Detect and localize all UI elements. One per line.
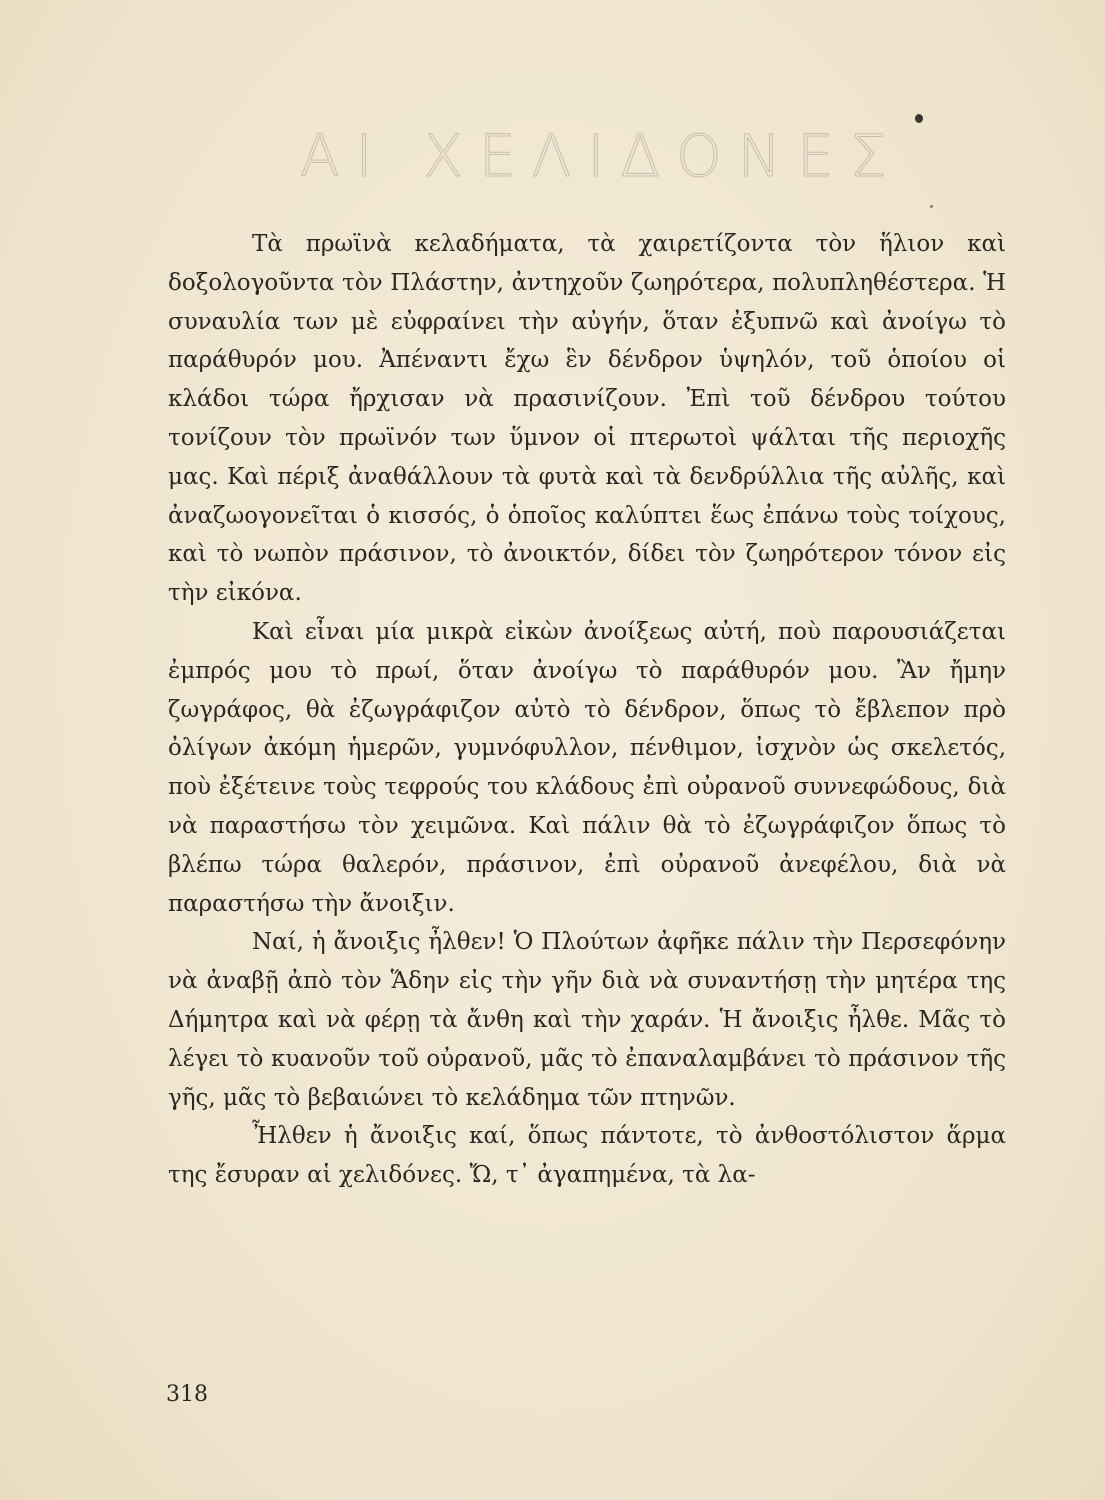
paragraph-1: Τὰ πρωϊνὰ κελαδήματα, τὰ χαιρετίζοντα τὸν ἥλιον καὶ δοξολογοῦντα τὸν Πλάστην, ἀντηχοῦν ζωηρότερα, πολυπληθέστερα. Ἡ συναυλία των μὲ εὐφραίνει τὴν αὐγήν, ὅταν ἐξυπνῶ καὶ ἀνοίγω τὸ παράθυρόν μου. Ἀπέναντι ἔχω ἓν δένδρον ὑψηλόν, τοῦ ὁποίου οἱ κλάδοι τώρα ἤρχισαν νὰ πρασινίζουν. Ἐπὶ τοῦ δένδρου τούτου τονίζουν τὸν πρωϊνόν των ὕμνον οἱ πτερωτοὶ ψάλται τῆς περιοχῆς μας. Καὶ πέριξ ἀναθάλλουν τὰ φυτὰ καὶ τὰ δενδρύλλια τῆς αὐλῆς, καὶ ἀναζωογονεῖται ὁ κισσός, ὁ ὁποῖος καλύπτει ἕως ἐπάνω τοὺς τοίχους, καὶ τὸ νωπὸν πράσινον, τὸ ἀνοικτόν, δίδει τὸν ζωηρότερον τόνον εἰς τὴν εἰκόνα. <box>168 231 1006 607</box>
body-text <box>168 225 1006 1195</box>
ink-speck <box>915 114 923 123</box>
page-number: 318 <box>166 1382 208 1407</box>
paragraph-2: Καὶ εἶναι μία μικρὰ εἰκὼν ἀνοίξεως αὐτή, ποὺ παρουσιάζεται ἐμπρός μου τὸ πρωί, ὅταν ἀνοίγω τὸ παράθυρόν μου. Ἂν ἤμην ζωγράφος, θὰ ἐζωγράφιζον αὐτὸ τὸ δένδρον, ὅπως τὸ ἔβλεπον πρὸ ὀλίγων ἀκόμη ἡμερῶν, γυμνόφυλλον, πένθιμον, ἰσχνὸν ὡς σκελετός, ποὺ ἐξέτεινε τοὺς τεφρούς του κλάδους ἐπὶ οὐρανοῦ συννεφώδους, διὰ νὰ παραστήσω τὸν χειμῶνα. Καὶ πάλιν θὰ τὸ ἐζωγράφιζον ὅπως τὸ βλέπω τώρα θαλερόν, πράσινον, ἐπὶ οὐρανοῦ ἀνεφέλου, διὰ νὰ παραστήσω τὴν ἄνοιξιν. <box>168 618 1006 917</box>
paragraph-4: Ἦλθεν ἡ ἄνοιξις καί, ὅπως πάντοτε, τὸ ἀνθοστόλιστον ἅρμα της ἔσυραν αἱ χελιδόνες. Ὤ, τ᾽ ἀγαπημένα, τὰ λα- <box>168 1123 1006 1189</box>
ink-speck <box>930 205 933 208</box>
paragraph-3: Ναί, ἡ ἄνοιξις ἦλθεν! Ὁ Πλούτων ἀφῆκε πάλιν τὴν Περσεφόνην νὰ ἀναβῇ ἀπὸ τὸν Ἅδην εἰς τὴν γῆν διὰ νὰ συναντήσῃ τὴν μητέρα της Δήμητρα καὶ νὰ φέρῃ τὰ ἄνθη καὶ τὴν χαράν. Ἡ ἄνοιξις ἦλθε. Μᾶς τὸ λέγει τὸ κυανοῦν τοῦ οὐρανοῦ, μᾶς τὸ ἐπαναλαμβάνει τὸ πράσινον τῆς γῆς, μᾶς τὸ βεβαιώνει τὸ κελάδημα τῶν πτηνῶν. <box>168 929 1006 1111</box>
chapter-heading: ΑΙ ΧΕΛΙΔΟΝΕΣ <box>300 122 903 190</box>
